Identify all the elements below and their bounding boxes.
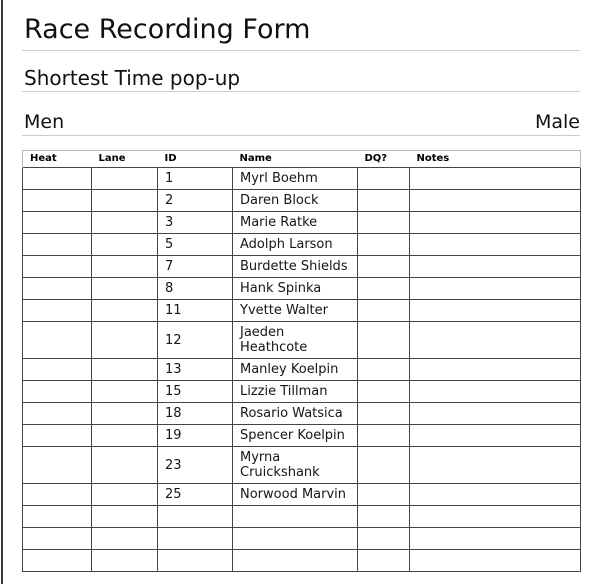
cell-name: Rosario Watsica <box>233 403 358 425</box>
cell-id: 15 <box>158 381 233 403</box>
cell-heat[interactable] <box>23 322 92 359</box>
cell-notes[interactable] <box>410 322 581 359</box>
table-row <box>23 447 581 484</box>
cell-notes[interactable] <box>410 212 581 234</box>
cell-lane[interactable] <box>92 403 158 425</box>
cell-name: Adolph Larson <box>233 234 358 256</box>
cell-id: 19 <box>158 425 233 447</box>
column-header-heat: Heat <box>23 151 92 168</box>
cell-lane[interactable] <box>92 447 158 484</box>
table-row <box>23 506 581 528</box>
cell-lane[interactable] <box>92 550 158 572</box>
cell-id: 23 <box>158 447 233 484</box>
roster-table-header <box>23 151 581 168</box>
table-row <box>23 359 581 381</box>
cell-heat[interactable] <box>23 550 92 572</box>
cell-id: 25 <box>158 484 233 506</box>
cell-dq[interactable] <box>358 506 410 528</box>
cell-notes[interactable] <box>410 256 581 278</box>
subtitle-divider <box>22 91 580 92</box>
cell-notes[interactable] <box>410 278 581 300</box>
column-header-name: Name <box>233 151 358 168</box>
cell-id: 11 <box>158 300 233 322</box>
cell-dq[interactable] <box>358 550 410 572</box>
table-row <box>23 278 581 300</box>
group-divider <box>22 135 580 136</box>
column-header-id: ID <box>158 151 233 168</box>
cell-heat[interactable] <box>23 190 92 212</box>
cell-notes[interactable] <box>410 425 581 447</box>
table-row <box>23 403 581 425</box>
cell-lane[interactable] <box>92 484 158 506</box>
cell-heat[interactable] <box>23 484 92 506</box>
cell-dq[interactable] <box>358 381 410 403</box>
cell-notes[interactable] <box>410 190 581 212</box>
cell-lane[interactable] <box>92 359 158 381</box>
cell-notes[interactable] <box>410 447 581 484</box>
table-row <box>23 300 581 322</box>
cell-dq[interactable] <box>358 234 410 256</box>
cell-name: Yvette Walter <box>233 300 358 322</box>
cell-lane[interactable] <box>92 190 158 212</box>
column-header-dq: DQ? <box>358 151 410 168</box>
column-header-notes: Notes <box>410 151 581 168</box>
cell-name: Hank Spinka <box>233 278 358 300</box>
cell-heat[interactable] <box>23 234 92 256</box>
table-row <box>23 425 581 447</box>
table-row <box>23 322 581 359</box>
group-gender-value: Male <box>534 111 580 133</box>
cell-dq[interactable] <box>358 322 410 359</box>
cell-dq[interactable] <box>358 403 410 425</box>
cell-heat[interactable] <box>23 403 92 425</box>
table-row <box>23 212 581 234</box>
cell-id: 2 <box>158 190 233 212</box>
cell-name: Lizzie Tillman <box>233 381 358 403</box>
cell-name: Norwood Marvin <box>233 484 358 506</box>
table-row <box>23 168 581 190</box>
cell-notes[interactable] <box>410 528 581 550</box>
cell-name: Spencer Koelpin <box>233 425 358 447</box>
cell-id: 3 <box>158 212 233 234</box>
cell-lane[interactable] <box>92 381 158 403</box>
cell-lane[interactable] <box>92 212 158 234</box>
cell-id: 1 <box>158 168 233 190</box>
cell-notes[interactable] <box>410 300 581 322</box>
column-header-lane: Lane <box>92 151 158 168</box>
cell-name <box>233 528 358 550</box>
cell-heat[interactable] <box>23 506 92 528</box>
cell-name: Daren Block <box>233 190 358 212</box>
cell-notes[interactable] <box>410 234 581 256</box>
cell-id <box>158 506 233 528</box>
cell-dq[interactable] <box>358 278 410 300</box>
cell-notes[interactable] <box>410 506 581 528</box>
cell-dq[interactable] <box>358 484 410 506</box>
cell-heat[interactable] <box>23 425 92 447</box>
cell-name <box>233 506 358 528</box>
cell-id: 12 <box>158 322 233 359</box>
cell-lane[interactable] <box>92 506 158 528</box>
table-row <box>23 550 581 572</box>
cell-heat[interactable] <box>23 212 92 234</box>
cell-lane[interactable] <box>92 256 158 278</box>
cell-dq[interactable] <box>358 212 410 234</box>
cell-id: 18 <box>158 403 233 425</box>
cell-name: Myrna Cruickshank <box>233 447 358 484</box>
cell-id <box>158 550 233 572</box>
cell-name <box>233 550 358 572</box>
cell-notes[interactable] <box>410 381 581 403</box>
roster-table-body <box>23 168 581 572</box>
title-divider <box>22 50 580 51</box>
form-subtitle: Shortest Time pop-up <box>24 66 241 90</box>
race-roster-table <box>22 150 581 572</box>
cell-notes[interactable] <box>410 550 581 572</box>
cell-notes[interactable] <box>410 359 581 381</box>
cell-heat[interactable] <box>23 300 92 322</box>
group-label: Men <box>24 111 65 133</box>
cell-lane[interactable] <box>92 322 158 359</box>
cell-heat[interactable] <box>23 359 92 381</box>
table-row <box>23 381 581 403</box>
table-row <box>23 528 581 550</box>
cell-notes[interactable] <box>410 484 581 506</box>
cell-dq[interactable] <box>358 190 410 212</box>
cell-id: 5 <box>158 234 233 256</box>
cell-lane[interactable] <box>92 278 158 300</box>
cell-notes[interactable] <box>410 403 581 425</box>
cell-heat[interactable] <box>23 256 92 278</box>
cell-id: 13 <box>158 359 233 381</box>
cell-id <box>158 528 233 550</box>
cell-heat[interactable] <box>23 381 92 403</box>
cell-name: Myrl Boehm <box>233 168 358 190</box>
cell-name: Marie Ratke <box>233 212 358 234</box>
group-header <box>24 110 580 134</box>
cell-lane[interactable] <box>92 168 158 190</box>
cell-notes[interactable] <box>410 168 581 190</box>
cell-dq[interactable] <box>358 168 410 190</box>
cell-dq[interactable] <box>358 256 410 278</box>
table-row <box>23 484 581 506</box>
table-row <box>23 256 581 278</box>
cell-lane[interactable] <box>92 234 158 256</box>
cell-dq[interactable] <box>358 300 410 322</box>
table-row <box>23 234 581 256</box>
cell-name: Manley Koelpin <box>233 359 358 381</box>
cell-heat[interactable] <box>23 278 92 300</box>
cell-dq[interactable] <box>358 528 410 550</box>
cell-name: Burdette Shields <box>233 256 358 278</box>
cell-lane[interactable] <box>92 528 158 550</box>
cell-id: 8 <box>158 278 233 300</box>
cell-dq[interactable] <box>358 359 410 381</box>
cell-id: 7 <box>158 256 233 278</box>
cell-heat[interactable] <box>23 168 92 190</box>
cell-dq[interactable] <box>358 425 410 447</box>
cell-heat[interactable] <box>23 528 92 550</box>
cell-lane[interactable] <box>92 425 158 447</box>
cell-lane[interactable] <box>92 300 158 322</box>
page-title: Race Recording Form <box>24 14 311 45</box>
cell-name: Jaeden Heathcote <box>233 322 358 359</box>
table-row <box>23 190 581 212</box>
window-left-edge <box>1 0 3 584</box>
form-page <box>22 0 580 572</box>
cell-dq[interactable] <box>358 447 410 484</box>
cell-heat[interactable] <box>23 447 92 484</box>
